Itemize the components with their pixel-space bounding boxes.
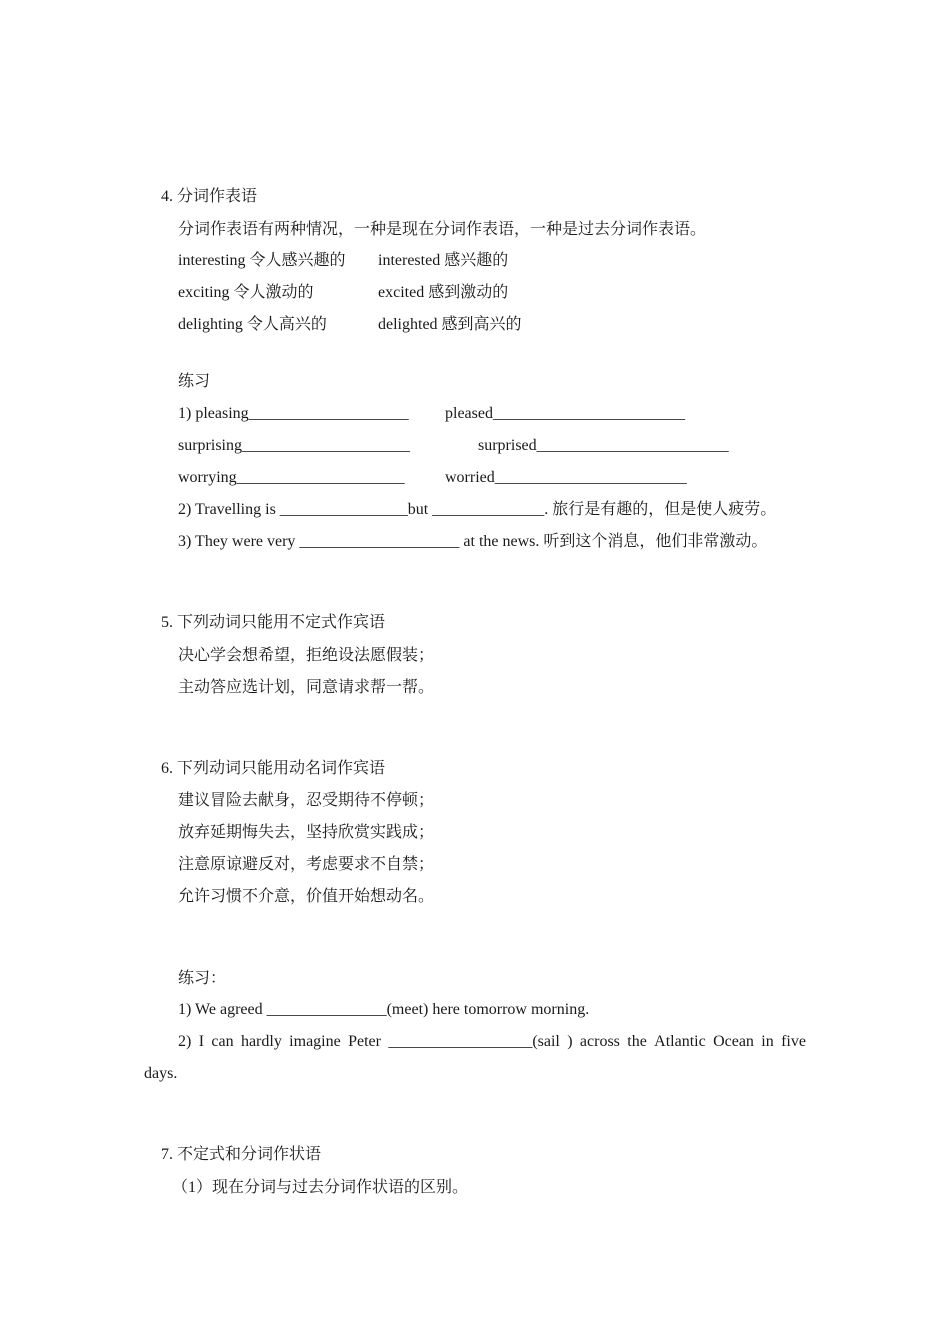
exercise-item: surprised________________________ [478, 437, 729, 454]
word: __________________(sail [388, 1033, 560, 1050]
exercise-item: pleased________________________ [445, 405, 685, 422]
word: Atlantic [654, 1033, 706, 1050]
exercise-title: 练习 [178, 373, 211, 390]
exercise-item-continuation: days. [144, 1065, 178, 1082]
exercise-item: surprising_____________________ [178, 437, 410, 454]
word: 2) [178, 1033, 192, 1050]
exercise-item: worried________________________ [445, 469, 687, 486]
word: hardly [240, 1033, 282, 1050]
exercise-item-justified [178, 1032, 806, 1052]
word: five [781, 1033, 806, 1050]
word: imagine [289, 1033, 341, 1050]
word: in [761, 1033, 774, 1050]
section-4-intro: 分词作表语有两种情况，一种是现在分词作表语，一种是过去分词作表语。 [178, 221, 707, 238]
exercise-item: 3) They were very ____________________ at the news. 听到这个消息，他们非常激动。 [178, 533, 768, 550]
exercise-item: worrying_____________________ [178, 469, 405, 486]
word: ) [567, 1033, 573, 1050]
section-6-heading: 6. 下列动词只能用动名词作宾语 [161, 760, 386, 777]
mnemonic-line: 决心学会想希望，拒绝设法愿假装； [178, 647, 435, 664]
mnemonic-line: 注意原谅避反对，考虑要求不自禁； [178, 856, 435, 873]
exercise-title: 练习： [178, 970, 227, 987]
word: can [211, 1033, 234, 1050]
pair-present: delighting 令人高兴的 [178, 316, 327, 333]
pair-past: interested 感兴趣的 [378, 252, 509, 269]
mnemonic-line: 允许习惯不介意，价值开始想动名。 [178, 888, 435, 905]
mnemonic-line: 建议冒险去献身，忍受期待不停顿； [178, 792, 435, 809]
section-7-heading: 7. 不定式和分词作状语 [161, 1146, 322, 1163]
word: I [198, 1033, 205, 1050]
pair-present: interesting 令人感兴趣的 [178, 252, 346, 269]
pair-present: exciting 令人激动的 [178, 284, 314, 301]
exercise-item: 1) We agreed _______________(meet) here tomorrow morning. [178, 1001, 590, 1018]
exercise-item: 1) pleasing____________________ [178, 405, 409, 422]
mnemonic-line: 放弃延期悔失去，坚持欣赏实践成； [178, 824, 435, 841]
mnemonic-line: 主动答应选计划，同意请求帮一帮。 [178, 679, 435, 696]
pair-past: delighted 感到高兴的 [378, 316, 522, 333]
word: across [579, 1033, 620, 1050]
section-7-subheading: （1）现在分词与过去分词作状语的区别。 [172, 1179, 469, 1196]
exercise-item: 2) Travelling is ________________but ______________. 旅行是有趣的，但是使人疲劳。 [178, 501, 777, 518]
section-5-heading: 5. 下列动词只能用不定式作宾语 [161, 614, 386, 631]
word: Peter [348, 1033, 381, 1050]
word: Ocean [713, 1033, 754, 1050]
word: the [627, 1033, 647, 1050]
pair-past: excited 感到激动的 [378, 284, 509, 301]
section-4-heading: 4. 分词作表语 [161, 188, 258, 205]
